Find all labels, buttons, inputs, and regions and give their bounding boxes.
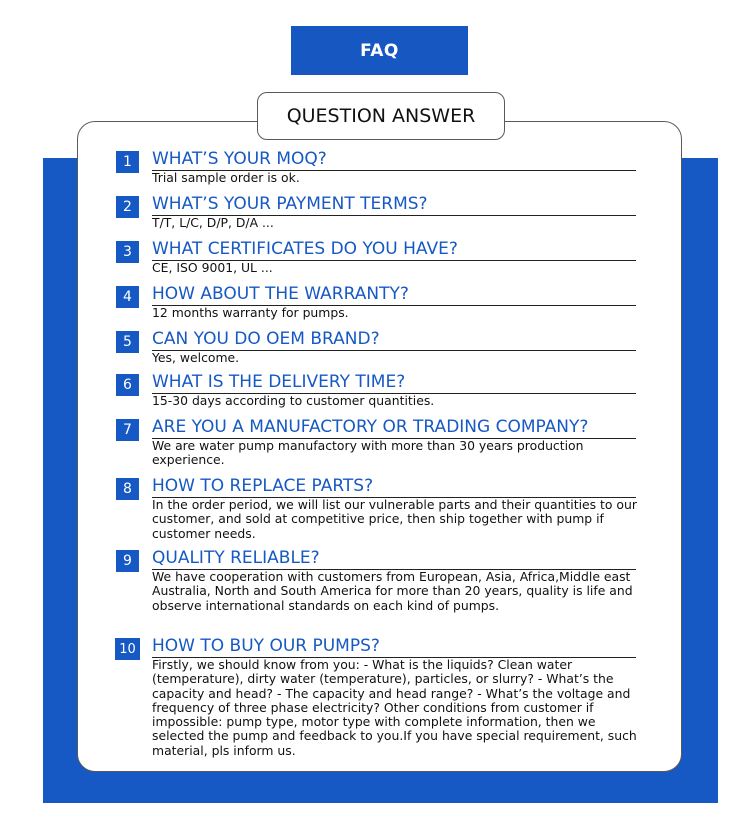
section-title: QUESTION ANSWER <box>257 92 505 140</box>
question: WHAT CERTIFICATES DO YOU HAVE? <box>152 238 636 261</box>
answer: We have cooperation with customers from European, Asia, Africa,Middle east Australia, North and South America for more than 20 years, quality is life and observe international standards on each kind of pumps. <box>152 569 633 613</box>
question: WHAT’S YOUR PAYMENT TERMS? <box>152 193 636 216</box>
question: HOW TO REPLACE PARTS? <box>152 475 636 498</box>
item-number: 4 <box>116 286 139 308</box>
question: WHAT’S YOUR MOQ? <box>152 148 636 171</box>
item-number: 3 <box>116 241 139 263</box>
question: HOW ABOUT THE WARRANTY? <box>152 283 636 306</box>
answer: Yes, welcome. <box>152 350 240 365</box>
question: HOW TO BUY OUR PUMPS? <box>152 635 636 658</box>
item-number: 7 <box>116 419 139 441</box>
item-number: 9 <box>116 550 139 572</box>
answer: T/T, L/C, D/P, D/A ... <box>152 215 274 230</box>
item-number: 8 <box>116 478 139 500</box>
item-number: 10 <box>115 638 140 660</box>
item-number: 5 <box>116 331 139 353</box>
item-number: 6 <box>116 374 139 396</box>
answer: 15-30 days according to customer quantities. <box>152 393 435 408</box>
faq-banner: FAQ <box>291 26 468 75</box>
answer: In the order period, we will list our vulnerable parts and their quantities to our customer, and sold at competitive price, then ship together with pump if customer needs. <box>152 497 637 541</box>
answer: CE, ISO 9001, UL ... <box>152 260 273 275</box>
question: CAN YOU DO OEM BRAND? <box>152 328 636 351</box>
question: WHAT IS THE DELIVERY TIME? <box>152 371 636 394</box>
answer: We are water pump manufactory with more than 30 years production experience. <box>152 438 584 468</box>
answer: 12 months warranty for pumps. <box>152 305 349 320</box>
question: ARE YOU A MANUFACTORY OR TRADING COMPANY? <box>152 416 636 439</box>
question: QUALITY RELIABLE? <box>152 547 636 570</box>
answer: Firstly, we should know from you: - What is the liquids? Clean water (temperature), dirty water (temperature), particles, or slurry? - What’s the capacity and head? - The capacity and head range? - What’s the voltage and frequency of three phase electricity? Other conditions from customer if impossible: pump type, motor type with complete information, then we selected the pump and feedback to you.If you have special requirement, such material, pls inform us. <box>152 657 637 758</box>
item-number: 1 <box>116 151 139 173</box>
answer: Trial sample order is ok. <box>152 170 300 185</box>
item-number: 2 <box>116 196 139 218</box>
